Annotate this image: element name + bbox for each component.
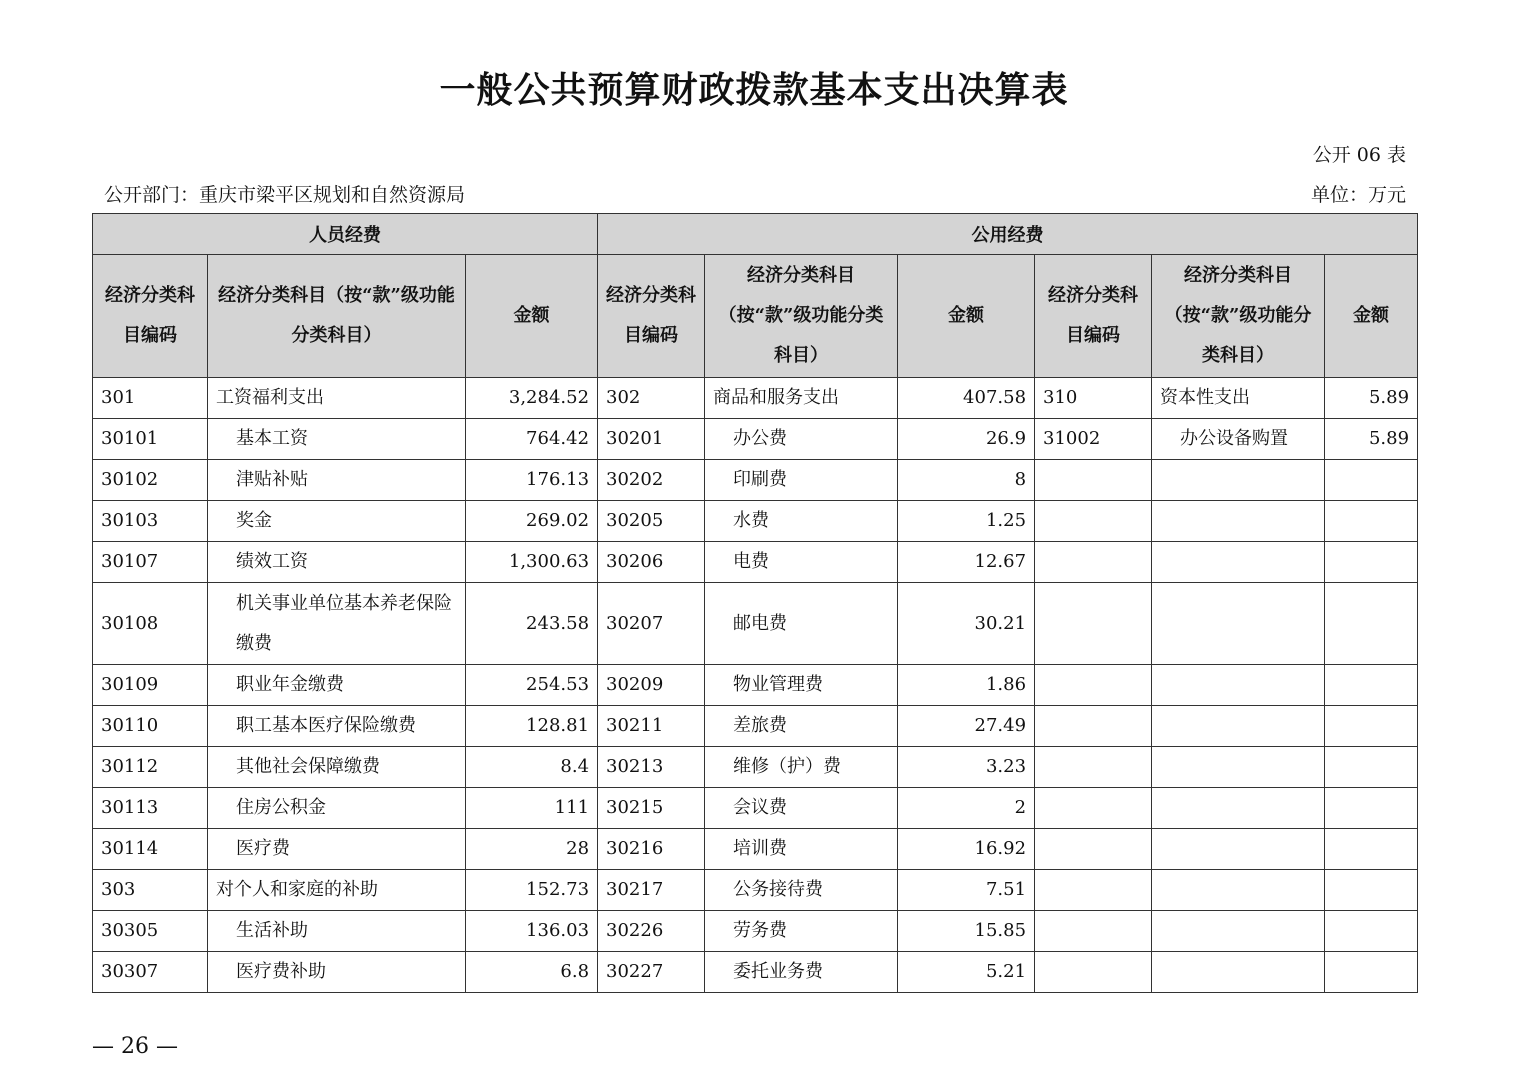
capital-name-cell — [1152, 747, 1325, 788]
capital-name-cell — [1152, 501, 1325, 542]
table-row — [93, 706, 1418, 747]
col-header-name: 经济分类科目（按“款”级功能分类科目） — [208, 255, 466, 378]
capital-amount-cell — [1325, 665, 1418, 706]
personnel-amount-cell: 3,284.52 — [466, 378, 598, 419]
personnel-amount-cell: 111 — [466, 788, 598, 829]
public-code-cell: 302 — [598, 378, 705, 419]
public-name-cell: 水费 — [705, 501, 898, 542]
public-name-cell: 印刷费 — [705, 460, 898, 501]
public-amount-cell: 407.58 — [898, 378, 1035, 419]
personnel-code-cell: 30103 — [93, 501, 208, 542]
col-header-code: 经济分类科目编码 — [1035, 255, 1152, 378]
table-row — [93, 911, 1418, 952]
personnel-amount-cell: 6.8 — [466, 952, 598, 993]
personnel-header: 人员经费 — [93, 214, 598, 255]
personnel-code-cell: 30114 — [93, 829, 208, 870]
department-label: 公开部门：重庆市梁平区规划和自然资源局 — [104, 184, 466, 206]
public-amount-cell: 1.25 — [898, 501, 1035, 542]
page-title: 一般公共预算财政拨款基本支出决算表 — [439, 69, 1069, 111]
budget-table — [92, 213, 1418, 993]
personnel-name-cell: 医疗费 — [208, 829, 466, 870]
capital-name-cell — [1152, 665, 1325, 706]
personnel-code-cell: 30110 — [93, 706, 208, 747]
capital-code-cell: 31002 — [1035, 419, 1152, 460]
personnel-amount-cell: 269.02 — [466, 501, 598, 542]
public-name-cell: 会议费 — [705, 788, 898, 829]
personnel-name-cell: 工资福利支出 — [208, 378, 466, 419]
public-name-cell: 劳务费 — [705, 911, 898, 952]
capital-code-cell — [1035, 460, 1152, 501]
table-row — [93, 665, 1418, 706]
capital-amount-cell — [1325, 747, 1418, 788]
public-name-cell: 物业管理费 — [705, 665, 898, 706]
table-body — [93, 378, 1418, 993]
personnel-name-cell: 基本工资 — [208, 419, 466, 460]
column-header-row — [93, 255, 1418, 378]
public-name-cell: 培训费 — [705, 829, 898, 870]
public-amount-cell: 7.51 — [898, 870, 1035, 911]
personnel-amount-cell: 243.58 — [466, 583, 598, 665]
col-header-code: 经济分类科目编码 — [93, 255, 208, 378]
col-header-name: 经济分类科目（按“款”级功能分类科目） — [1152, 255, 1325, 378]
personnel-code-cell: 30109 — [93, 665, 208, 706]
personnel-name-cell: 住房公积金 — [208, 788, 466, 829]
personnel-amount-cell: 764.42 — [466, 419, 598, 460]
capital-amount-cell: 5.89 — [1325, 419, 1418, 460]
capital-name-cell — [1152, 583, 1325, 665]
table-row — [93, 952, 1418, 993]
personnel-code-cell: 30113 — [93, 788, 208, 829]
personnel-code-cell: 30112 — [93, 747, 208, 788]
public-name-cell: 公务接待费 — [705, 870, 898, 911]
public-amount-cell: 5.21 — [898, 952, 1035, 993]
capital-code-cell — [1035, 911, 1152, 952]
unit-label: 单位：万元 — [1310, 184, 1406, 206]
personnel-code-cell: 30102 — [93, 460, 208, 501]
page-number: — 26 — — [92, 1034, 178, 1059]
capital-amount-cell — [1325, 870, 1418, 911]
capital-amount-cell — [1325, 788, 1418, 829]
table-row — [93, 829, 1418, 870]
capital-amount-cell — [1325, 952, 1418, 993]
table-row — [93, 788, 1418, 829]
personnel-name-cell: 绩效工资 — [208, 542, 466, 583]
personnel-name-cell: 医疗费补助 — [208, 952, 466, 993]
col-header-amount: 金额 — [898, 255, 1035, 378]
public-amount-cell: 15.85 — [898, 911, 1035, 952]
capital-name-cell — [1152, 542, 1325, 583]
personnel-amount-cell: 28 — [466, 829, 598, 870]
capital-code-cell — [1035, 583, 1152, 665]
personnel-name-cell: 奖金 — [208, 501, 466, 542]
table-row — [93, 378, 1418, 419]
capital-amount-cell — [1325, 911, 1418, 952]
personnel-name-cell: 机关事业单位基本养老保险缴费 — [208, 583, 466, 665]
public-code-cell: 30216 — [598, 829, 705, 870]
table-row — [93, 747, 1418, 788]
capital-code-cell: 310 — [1035, 378, 1152, 419]
public-amount-cell: 2 — [898, 788, 1035, 829]
capital-name-cell — [1152, 706, 1325, 747]
capital-code-cell — [1035, 829, 1152, 870]
public-name-cell: 委托业务费 — [705, 952, 898, 993]
personnel-amount-cell: 176.13 — [466, 460, 598, 501]
capital-name-cell: 办公设备购置 — [1152, 419, 1325, 460]
group-header-row — [93, 214, 1418, 255]
col-header-amount: 金额 — [1325, 255, 1418, 378]
personnel-code-cell: 30307 — [93, 952, 208, 993]
col-header-code: 经济分类科目编码 — [598, 255, 705, 378]
capital-code-cell — [1035, 706, 1152, 747]
table-row — [93, 419, 1418, 460]
personnel-amount-cell: 8.4 — [466, 747, 598, 788]
capital-amount-cell — [1325, 583, 1418, 665]
public-code-cell: 30202 — [598, 460, 705, 501]
capital-amount-cell — [1325, 542, 1418, 583]
capital-name-cell — [1152, 870, 1325, 911]
col-header-name: 经济分类科目（按“款”级功能分类科目） — [705, 255, 898, 378]
public-name-cell: 电费 — [705, 542, 898, 583]
capital-code-cell — [1035, 788, 1152, 829]
public-amount-cell: 12.67 — [898, 542, 1035, 583]
public-amount-cell: 30.21 — [898, 583, 1035, 665]
public-amount-cell: 26.9 — [898, 419, 1035, 460]
personnel-name-cell: 对个人和家庭的补助 — [208, 870, 466, 911]
capital-amount-cell — [1325, 829, 1418, 870]
personnel-amount-cell: 136.03 — [466, 911, 598, 952]
public-code-cell: 30215 — [598, 788, 705, 829]
personnel-name-cell: 生活补助 — [208, 911, 466, 952]
public-name-cell: 维修（护）费 — [705, 747, 898, 788]
public-name-cell: 办公费 — [705, 419, 898, 460]
personnel-name-cell: 其他社会保障缴费 — [208, 747, 466, 788]
capital-code-cell — [1035, 501, 1152, 542]
capital-name-cell — [1152, 952, 1325, 993]
public-amount-cell: 1.86 — [898, 665, 1035, 706]
personnel-amount-cell: 128.81 — [466, 706, 598, 747]
capital-amount-cell — [1325, 501, 1418, 542]
public-code-cell: 30217 — [598, 870, 705, 911]
public-amount-cell: 8 — [898, 460, 1035, 501]
public-code-cell: 30209 — [598, 665, 705, 706]
public-header: 公用经费 — [598, 214, 1418, 255]
capital-code-cell — [1035, 870, 1152, 911]
personnel-amount-cell: 152.73 — [466, 870, 598, 911]
personnel-code-cell: 30305 — [93, 911, 208, 952]
personnel-name-cell: 津贴补贴 — [208, 460, 466, 501]
public-code-cell: 30226 — [598, 911, 705, 952]
capital-name-cell — [1152, 829, 1325, 870]
col-header-amount: 金额 — [466, 255, 598, 378]
public-amount-cell: 27.49 — [898, 706, 1035, 747]
personnel-code-cell: 30101 — [93, 419, 208, 460]
personnel-amount-cell: 1,300.63 — [466, 542, 598, 583]
public-amount-cell: 16.92 — [898, 829, 1035, 870]
public-code-cell: 30227 — [598, 952, 705, 993]
capital-amount-cell: 5.89 — [1325, 378, 1418, 419]
table-row — [93, 870, 1418, 911]
personnel-name-cell: 职业年金缴费 — [208, 665, 466, 706]
table-row — [93, 460, 1418, 501]
capital-amount-cell — [1325, 706, 1418, 747]
public-amount-cell: 3.23 — [898, 747, 1035, 788]
capital-name-cell: 资本性支出 — [1152, 378, 1325, 419]
personnel-code-cell: 30107 — [93, 542, 208, 583]
capital-code-cell — [1035, 747, 1152, 788]
public-name-cell: 差旅费 — [705, 706, 898, 747]
personnel-code-cell: 301 — [93, 378, 208, 419]
public-code-cell: 30213 — [598, 747, 705, 788]
capital-name-cell — [1152, 788, 1325, 829]
capital-amount-cell — [1325, 460, 1418, 501]
public-code-cell: 30201 — [598, 419, 705, 460]
capital-code-cell — [1035, 952, 1152, 993]
public-name-cell: 商品和服务支出 — [705, 378, 898, 419]
personnel-amount-cell: 254.53 — [466, 665, 598, 706]
capital-code-cell — [1035, 665, 1152, 706]
table-row — [93, 583, 1418, 665]
public-code-cell: 30207 — [598, 583, 705, 665]
capital-name-cell — [1152, 460, 1325, 501]
capital-code-cell — [1035, 542, 1152, 583]
capital-name-cell — [1152, 911, 1325, 952]
table-row — [93, 542, 1418, 583]
public-code-cell: 30211 — [598, 706, 705, 747]
form-number: 公开 06 表 — [1312, 144, 1406, 166]
table-row — [93, 501, 1418, 542]
personnel-code-cell: 30108 — [93, 583, 208, 665]
public-name-cell: 邮电费 — [705, 583, 898, 665]
public-code-cell: 30206 — [598, 542, 705, 583]
personnel-name-cell: 职工基本医疗保险缴费 — [208, 706, 466, 747]
personnel-code-cell: 303 — [93, 870, 208, 911]
public-code-cell: 30205 — [598, 501, 705, 542]
